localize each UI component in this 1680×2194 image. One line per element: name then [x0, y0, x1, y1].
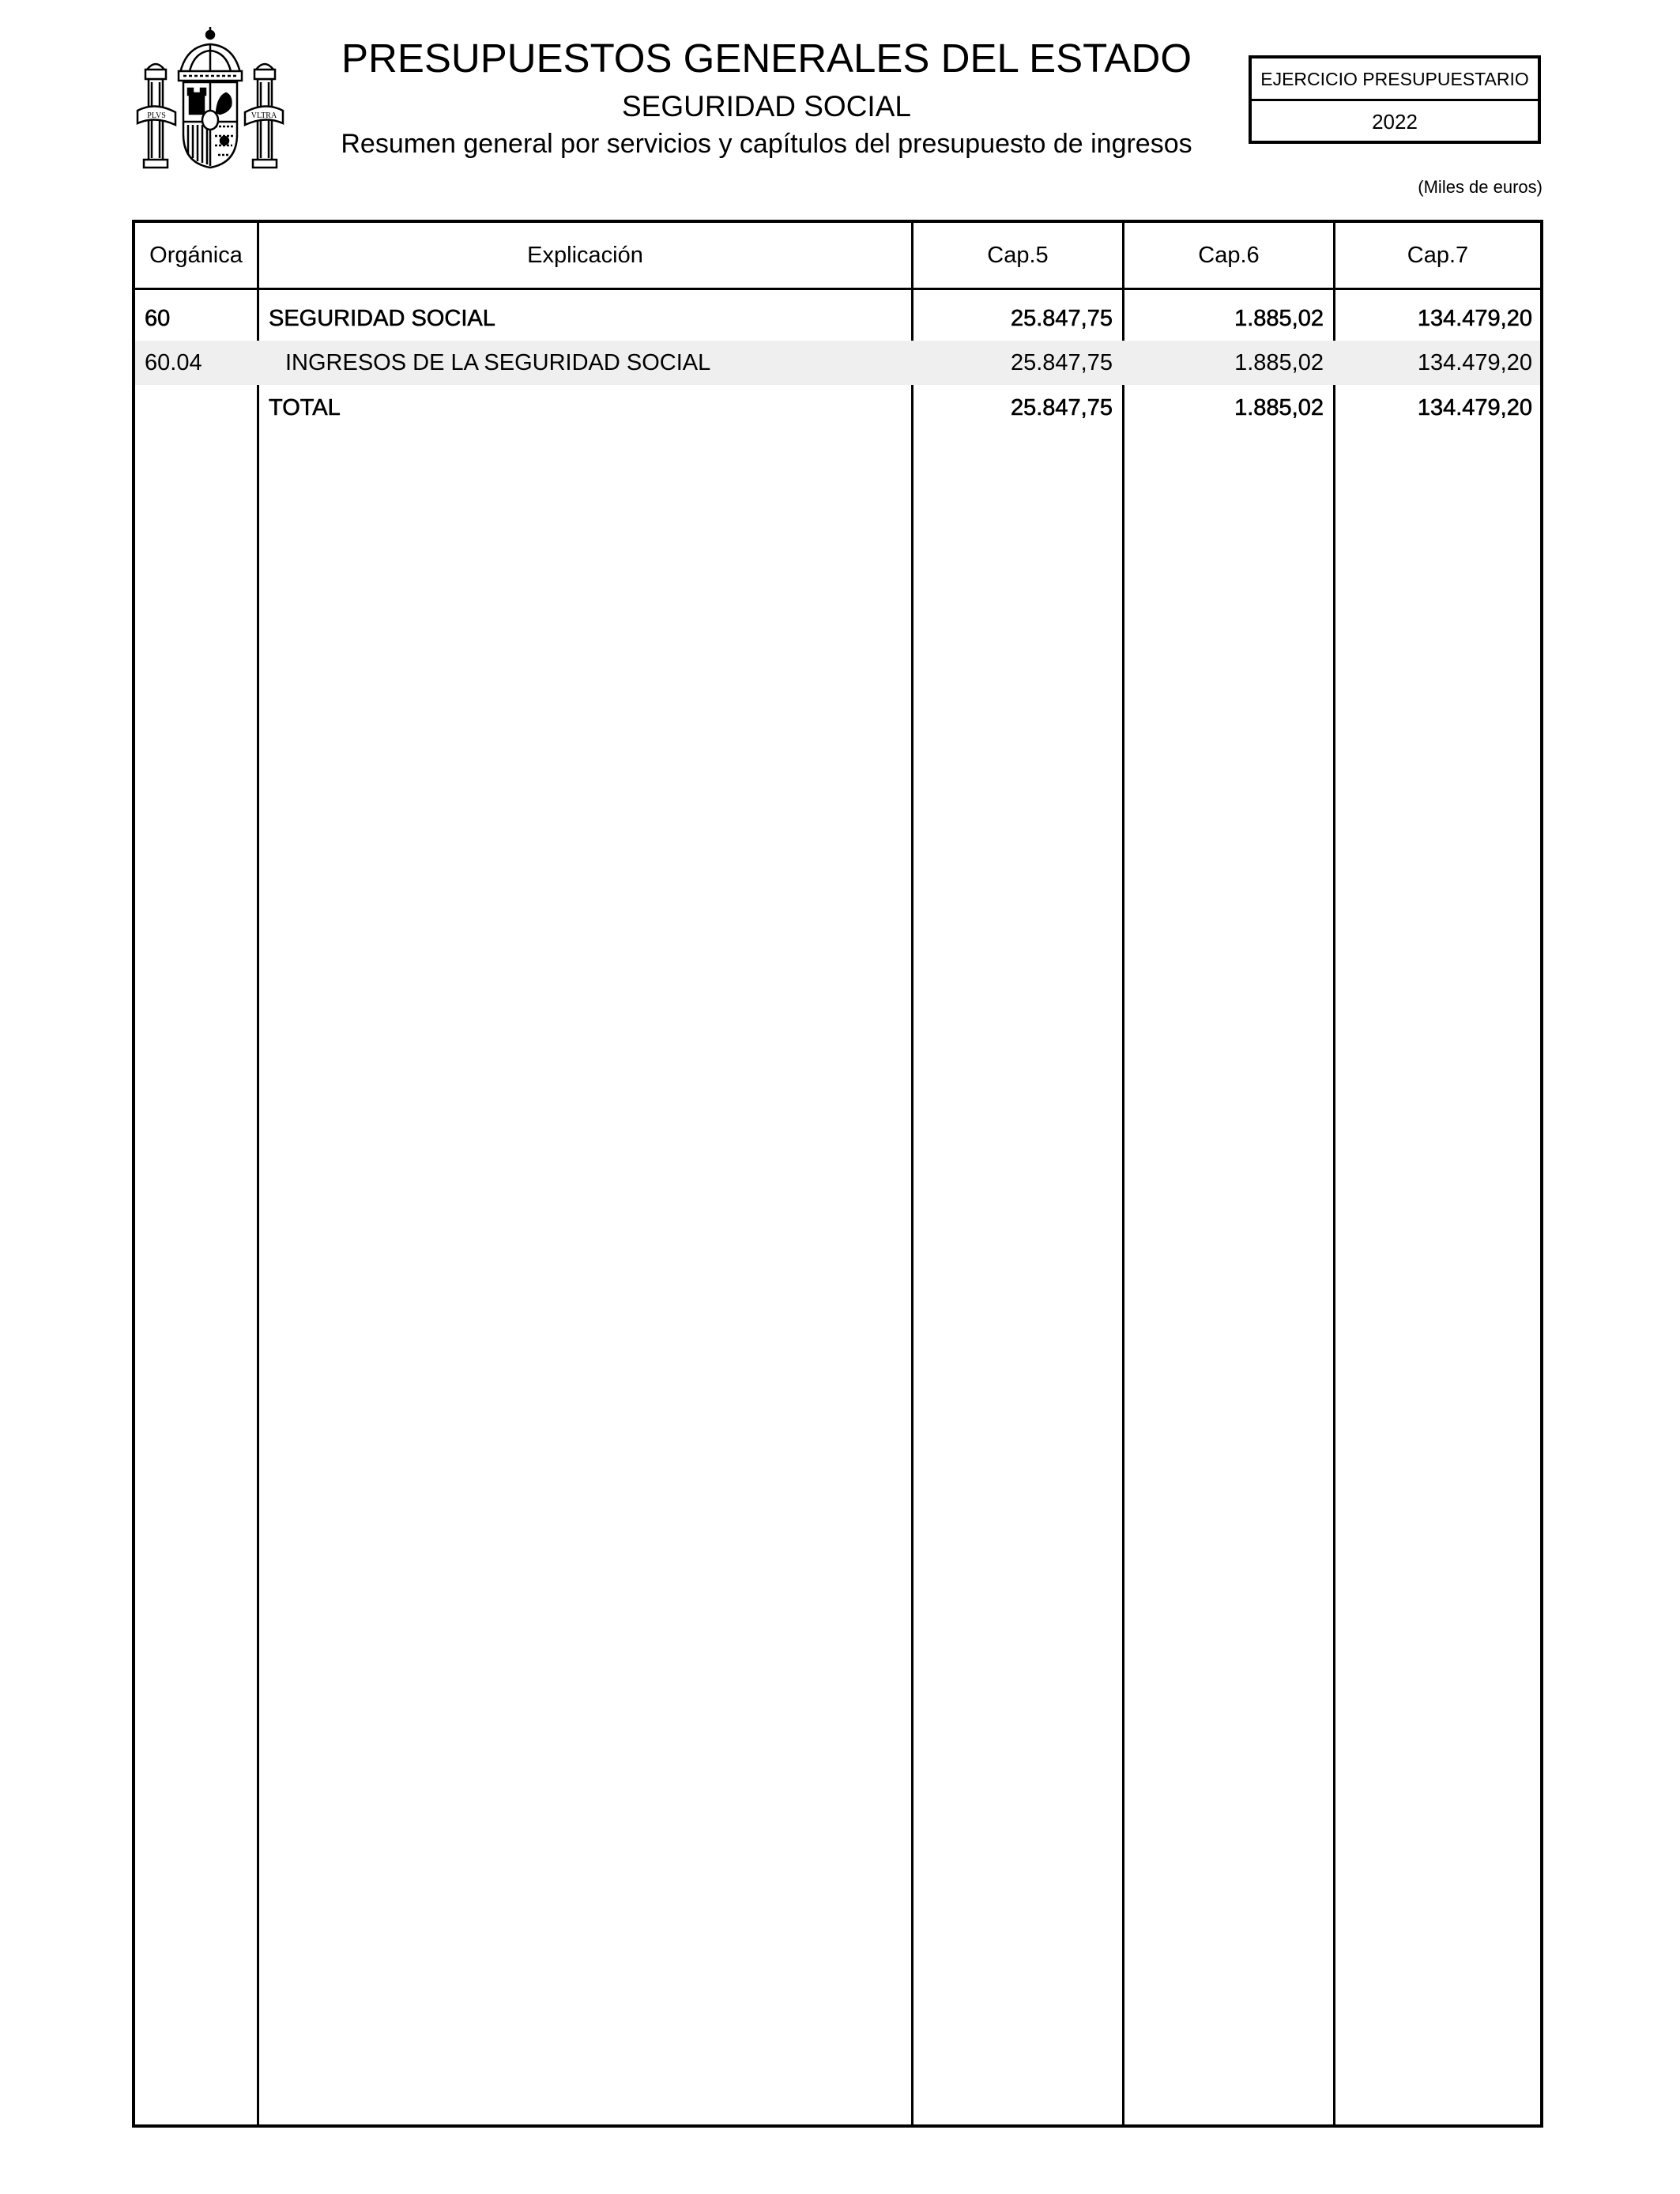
table-row [135, 341, 1540, 385]
column-header-cap5: Cap.5 [987, 243, 1049, 268]
cap6-cell: 1.885,02 [1234, 395, 1324, 420]
page-title: PRESUPUESTOS GENERALES DEL ESTADO [341, 36, 1192, 81]
budget-table [132, 220, 1543, 2128]
column-header-explicacion: Explicación [527, 243, 643, 268]
table-row [135, 296, 1540, 341]
coat-of-arms-icon [131, 24, 289, 179]
cap5-cell: 25.847,75 [1010, 395, 1113, 420]
explicacion-cell: INGRESOS DE LA SEGURIDAD SOCIAL [285, 350, 711, 375]
cap7-cell: 134.479,20 [1417, 350, 1532, 375]
cap6-cell: 1.885,02 [1234, 350, 1324, 375]
ejercicio-box [1249, 55, 1541, 144]
ejercicio-value: 2022 [1372, 110, 1418, 134]
column-divider [1333, 223, 1335, 2124]
column-divider [257, 223, 259, 2124]
column-header-cap6: Cap.6 [1198, 243, 1260, 268]
column-divider [1122, 223, 1124, 2124]
explicacion-cell: TOTAL [269, 395, 341, 420]
column-divider [911, 223, 913, 2124]
cap5-cell: 25.847,75 [1010, 350, 1113, 375]
column-header-organica: Orgánica [149, 243, 243, 268]
page-description: Resumen general por servicios y capítulos del presupuesto de ingresos [341, 129, 1192, 159]
ejercicio-label: EJERCICIO PRESUPUESTARIO [1252, 58, 1538, 101]
cap5-cell: 25.847,75 [1010, 306, 1113, 331]
motto-left: PLVS [147, 111, 166, 120]
page-subtitle: SEGURIDAD SOCIAL [622, 90, 911, 123]
header-divider [135, 288, 1540, 290]
cap7-cell: 134.479,20 [1417, 306, 1532, 331]
motto-right: VLTRA [250, 111, 277, 120]
cap6-cell: 1.885,02 [1234, 306, 1324, 331]
explicacion-cell: SEGURIDAD SOCIAL [269, 306, 495, 331]
column-header-cap7: Cap.7 [1407, 243, 1469, 268]
organica-cell: 60 [145, 306, 171, 331]
cap7-cell: 134.479,20 [1417, 395, 1532, 420]
table-row-total [135, 386, 1540, 430]
units-note: (Miles de euros) [1418, 177, 1543, 197]
organica-cell: 60.04 [145, 350, 202, 375]
